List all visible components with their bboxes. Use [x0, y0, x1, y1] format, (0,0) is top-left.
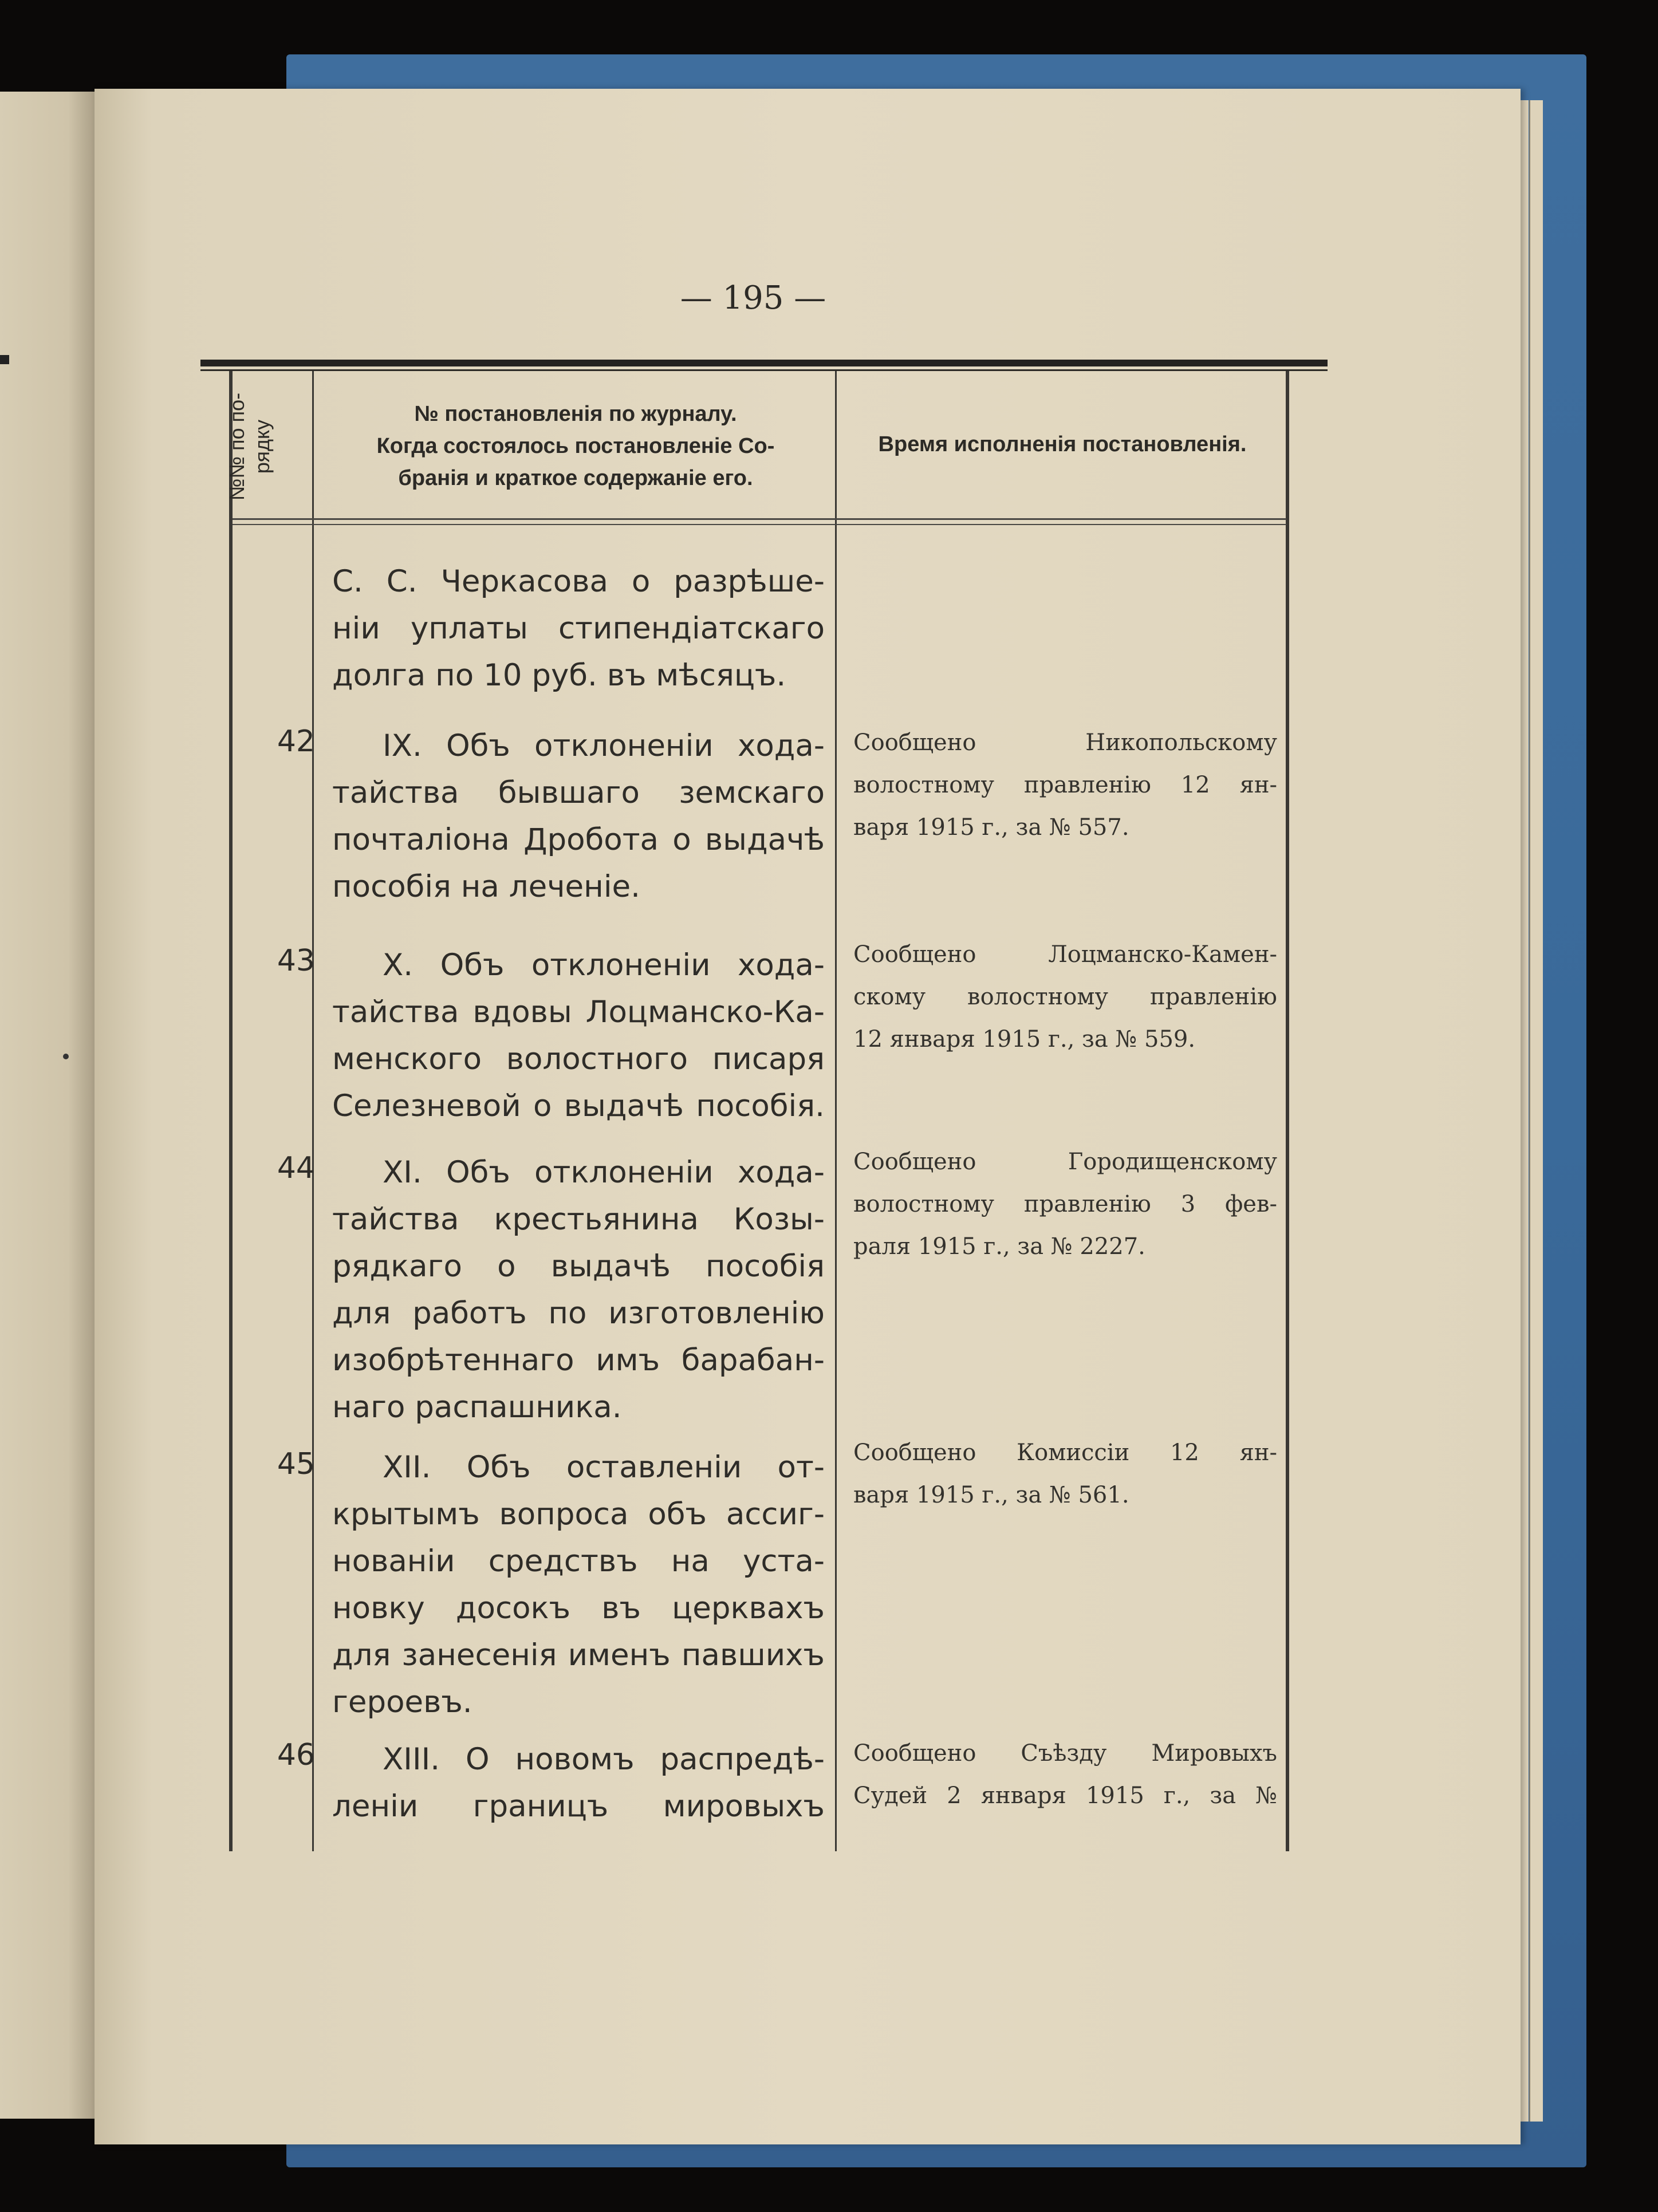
desc-line: XII. Объ оставленіи от-: [383, 1450, 825, 1485]
desc-line: долга по 10 руб. въ мѣсяцъ.: [332, 658, 786, 693]
header-line: Когда состоялось постановленіе Со-: [376, 434, 775, 458]
desc-line: наго распашника.: [332, 1390, 622, 1425]
table-right-border: [1286, 371, 1289, 1851]
row-description: [332, 723, 825, 910]
desc-line: героевъ.: [332, 1685, 472, 1720]
table-left-border: [229, 371, 233, 1851]
desc-line: рядкаго о выдачѣ пособія: [332, 1249, 825, 1284]
desc-line: крытымъ вопроса объ ассиг-: [332, 1497, 825, 1532]
desc-line: тайства бывшаго земскаго: [332, 775, 825, 810]
page-stack-edge: [1529, 100, 1543, 2122]
desc-line: для занесенія именъ павшихъ: [332, 1638, 825, 1673]
desc-line: менского волостного писаря: [332, 1042, 825, 1077]
column-divider: [312, 371, 314, 1851]
exec-line: Сообщено Городищенскому: [853, 1149, 1277, 1175]
desc-line: леніи границъ мировыхъ: [332, 1789, 825, 1824]
header-rule: [233, 518, 1286, 520]
desc-line: почталіона Дробота о выдачѣ: [332, 822, 825, 857]
page-number: — 195 —: [680, 279, 826, 317]
desc-line: ніи уплаты стипендіатскаго: [332, 611, 825, 646]
row-execution: [853, 1432, 1277, 1516]
row-execution: [853, 1732, 1277, 1817]
desc-line: С. С. Черкасова о разрѣше-: [332, 564, 825, 599]
row-description: [332, 1444, 825, 1726]
exec-line: Сообщено Съѣзду Мировыхъ: [853, 1740, 1277, 1767]
row-number: 44: [277, 1151, 315, 1185]
row-description: [332, 558, 825, 699]
exec-line: Судей 2 января 1915 г., за №: [853, 1783, 1277, 1809]
exec-line: варя 1915 г., за № 561.: [853, 1482, 1129, 1508]
row-execution: [853, 933, 1277, 1060]
exec-line: волостному правленію 12 ян-: [853, 772, 1277, 798]
exec-line: волостному правленію 3 фев-: [853, 1191, 1277, 1217]
exec-line: варя 1915 г., за № 557.: [853, 814, 1129, 841]
row-description: [332, 942, 825, 1130]
left-page-mark: [0, 355, 9, 364]
exec-line: 12 января 1915 г., за № 559.: [853, 1026, 1196, 1052]
header-rule-double: [233, 524, 1286, 525]
column-header-number: №№ по по-рядку: [225, 392, 274, 501]
exec-line: Сообщено Лоцманско-Камен-: [853, 941, 1277, 968]
left-page-edge: [0, 92, 97, 2119]
column-header-resolution: [321, 398, 830, 494]
exec-line: Сообщено Никопольскому: [853, 730, 1277, 756]
desc-line: Селезневой о выдачѣ пособія.: [332, 1089, 825, 1123]
row-execution: [853, 721, 1277, 849]
desc-line: изобрѣтеннаго имъ барабан-: [332, 1343, 825, 1378]
exec-line: раля 1915 г., за № 2227.: [853, 1233, 1145, 1260]
desc-line: тайства крестьянина Козы-: [332, 1202, 825, 1237]
row-description: [332, 1149, 825, 1431]
row-number: 42: [277, 724, 315, 759]
header-line: № постановленія по журналу.: [414, 402, 737, 426]
desc-line: тайства вдовы Лоцманско-Ка-: [332, 995, 825, 1030]
desc-line: для работъ по изготовленію: [332, 1296, 825, 1331]
desc-line: IX. Объ отклоненіи хода-: [383, 728, 825, 763]
desc-line: XIII. О новомъ распредѣ-: [383, 1742, 825, 1777]
desc-line: XI. Объ отклоненіи хода-: [383, 1155, 825, 1190]
table-top-rule: [200, 360, 1328, 366]
row-number: 46: [277, 1738, 315, 1772]
row-number: 45: [277, 1447, 315, 1481]
exec-line: Сообщено Комиссіи 12 ян-: [853, 1440, 1277, 1466]
row-number: 43: [277, 944, 315, 978]
column-header-execution-time: Время исполненія постановленія.: [878, 432, 1247, 456]
row-execution: [853, 1141, 1277, 1268]
row-description: [332, 1736, 825, 1830]
desc-line: X. Объ отклоненіи хода-: [383, 948, 825, 983]
header-line: бранія и краткое содержаніе его.: [398, 466, 753, 490]
left-page-dot: [63, 1054, 69, 1059]
exec-line: скому волостному правленію: [853, 984, 1277, 1010]
table-top-rule-thin: [200, 369, 1328, 371]
column-divider: [835, 371, 837, 1851]
desc-line: новку досокъ въ церквахъ: [332, 1591, 825, 1626]
desc-line: нованіи средствъ на уста-: [332, 1544, 825, 1579]
desc-line: пособія на леченіе.: [332, 869, 640, 904]
